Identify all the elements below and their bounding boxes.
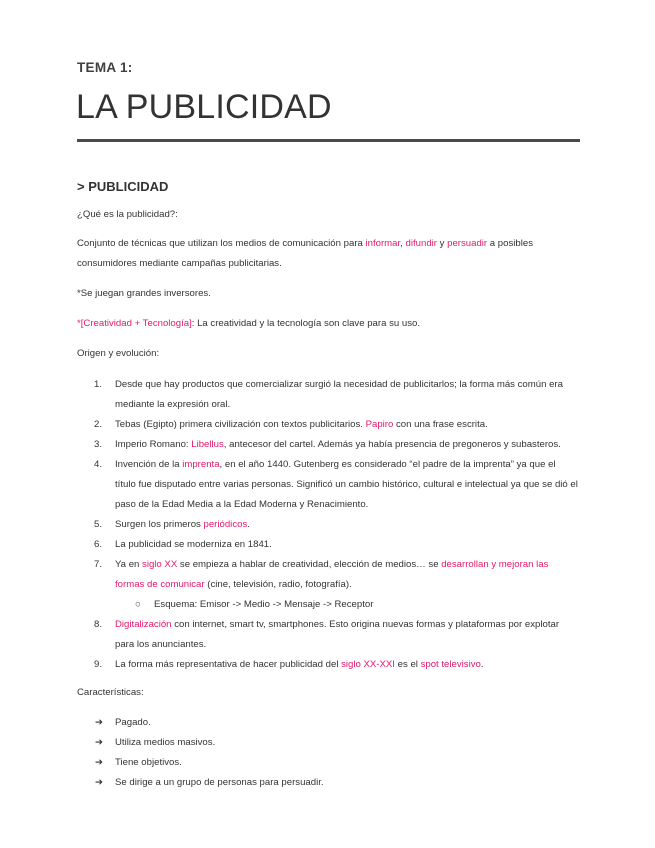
question-text: ¿Qué es la publicidad?: <box>77 209 178 220</box>
circle-bullet-icon: ○ <box>135 599 141 610</box>
section-heading: > PUBLICIDAD <box>77 179 169 194</box>
keyword-imprenta: imprenta <box>182 459 220 470</box>
list-text: (cine, televisión, radio, fotografía). <box>204 579 352 590</box>
keyword-creatividad-tecnologia: [Creatividad + Tecnología] <box>80 318 192 329</box>
definition-sep: y <box>436 238 448 249</box>
list-item <box>95 753 575 773</box>
keyword-papiro: Papiro <box>365 419 394 430</box>
list-text: . <box>247 519 250 530</box>
list-text: Imperio Romano: <box>115 439 192 450</box>
list-number: 2. <box>94 419 103 430</box>
title-divider <box>77 139 580 142</box>
list-text: Surgen los primeros <box>115 519 204 530</box>
origin-list <box>88 375 578 675</box>
list-item <box>88 515 578 535</box>
arrow-icon: ➔ <box>95 777 104 788</box>
list-number: 6. <box>94 539 103 550</box>
list-number: 8. <box>94 619 103 630</box>
list-number: 7. <box>94 559 103 570</box>
list-text: Ya en <box>115 559 143 570</box>
note-creatividad <box>77 314 572 334</box>
list-text: , en el año 1440. Gutenberg es considerado “el padre de la imprenta” ya que el título fue disputado entre varias personas. Significó un cambio histórico, cultural e intelectual ya que se dió el paso de la Edad Media a la Edad Moderna y Renacimiento. <box>115 459 578 510</box>
list-text: Invención de la <box>115 459 183 470</box>
list-text: Se dirige a un grupo de personas para persuadir. <box>115 777 324 788</box>
list-item <box>95 773 575 793</box>
keyword-libellus: Libellus <box>191 439 224 450</box>
list-item <box>88 615 578 655</box>
list-number: 9. <box>94 659 103 670</box>
list-text: La publicidad se moderniza en 1841. <box>115 539 272 550</box>
keyword-siglo-xx-xxi: siglo XX-XXI <box>341 659 395 670</box>
list-text: La forma más representativa de hacer publicidad del <box>115 659 342 670</box>
list-number: 3. <box>94 439 103 450</box>
arrow-icon: ➔ <box>95 757 104 768</box>
keyword-persuadir: persuadir <box>447 238 488 249</box>
list-text: Desde que hay productos que comercializar surgió la necesidad de publicitarlos; la forma más común era mediante la expresión oral. <box>115 379 563 410</box>
sub-list-item <box>88 595 578 615</box>
sub-list-text: Esquema: Emisor -> Medio -> Mensaje -> Receptor <box>154 599 374 610</box>
arrow-icon: ➔ <box>95 737 104 748</box>
definition-text: a posibles consumidores mediante campañas publicitarias. <box>77 238 533 269</box>
eyebrow-label: TEMA 1: <box>77 60 133 75</box>
note-text: : La creatividad y la tecnología son clave para su uso. <box>191 318 421 329</box>
list-text: se empieza a hablar de creatividad, elección de medios… se <box>177 559 442 570</box>
list-text: Tiene objetivos. <box>115 757 182 768</box>
list-text: Utiliza medios masivos. <box>115 737 216 748</box>
list-text: es el <box>394 659 421 670</box>
keyword-siglo-xx: siglo XX <box>142 559 178 570</box>
list-item <box>88 435 578 455</box>
definition-sep: , <box>400 238 406 249</box>
definition-text: Conjunto de técnicas que utilizan los medios de comunicación para <box>77 238 366 249</box>
definition-paragraph <box>77 234 572 274</box>
list-item <box>88 455 578 515</box>
keyword-formas-comunicar: desarrollan y mejoran las formas de comunicar <box>115 559 549 590</box>
list-number: 4. <box>94 459 103 470</box>
list-item <box>95 713 575 733</box>
list-number: 5. <box>94 519 103 530</box>
list-text: con internet, smart tv, smartphones. Esto origina nuevas formas y plataformas por explotar para los anunciantes. <box>115 619 560 650</box>
features-list <box>95 713 575 793</box>
list-text: , antecesor del cartel. Además ya había presencia de pregoneros y subasteros. <box>223 439 561 450</box>
list-item <box>88 535 578 555</box>
keyword-spot-televisivo: spot televisivo <box>420 659 481 670</box>
list-text: con una frase escrita. <box>393 419 488 430</box>
note-star: * <box>77 318 81 329</box>
keyword-periodicos: periódicos <box>203 519 248 530</box>
list-number: 1. <box>94 379 103 390</box>
features-heading: Características: <box>77 687 144 698</box>
keyword-difundir: difundir <box>405 238 437 249</box>
list-item <box>88 415 578 435</box>
list-text: Pagado. <box>115 717 151 728</box>
page-title: LA PUBLICIDAD <box>76 88 332 126</box>
list-item <box>88 655 578 675</box>
list-text: Tebas (Egipto) primera civilización con textos publicitarios. <box>115 419 366 430</box>
origin-heading: Origen y evolución: <box>77 348 160 359</box>
arrow-icon: ➔ <box>95 717 104 728</box>
list-item <box>88 375 578 415</box>
note-inversores: *Se juegan grandes inversores. <box>77 288 211 299</box>
list-text: . <box>480 659 484 670</box>
list-item <box>95 733 575 753</box>
list-item <box>88 555 578 595</box>
keyword-digitalizacion: Digitalización <box>115 619 172 630</box>
keyword-informar: informar <box>365 238 401 249</box>
